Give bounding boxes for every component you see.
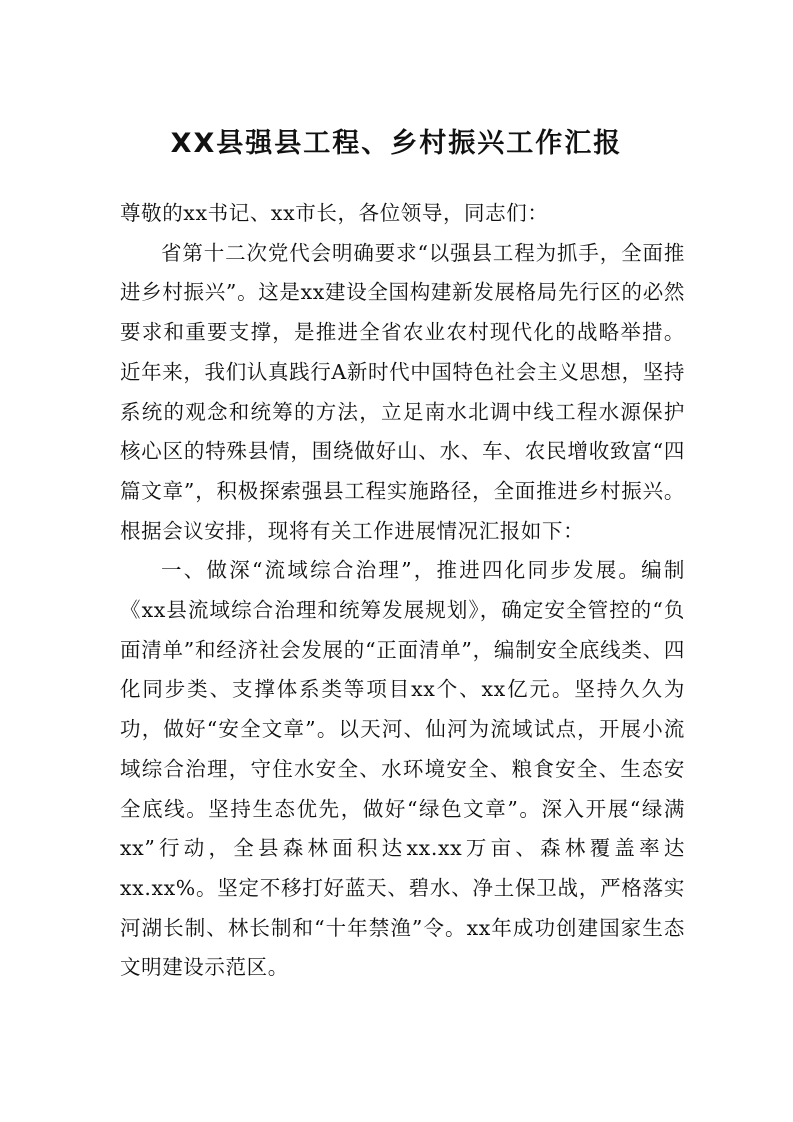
document-title: XX县强县工程、乡村振兴工作汇报 [170, 128, 623, 159]
salutation: 尊敬的xx书记、xx市长，各位领导，同志们： [120, 201, 549, 225]
paragraph-section-one: 一、做深“流域综合治理”，推进四化同步发展。编制《xx县流域综合治理和统筹发展规划》，确定安全管控的“负面清单”和经济社会发展的“正面清单”，编制安全底线类、四化同步类、支撑体系类等项目xx个、xx亿元。坚持久久为功，做好“安全文章”。以天河、仙河为流域试点，开展小流域综合治理，守住水安全、水环境安全、粮食安全、生态安全底线。坚持生态优先，做好“绿色文章”。深入开展“绿满xx”行动，全县森林面积达xx.xx万亩、森林覆盖率达xx.xx%。坚定不移打好蓝天、碧水、净土保卫战，严格落实河湖长制、林长制和“十年禁渔”令。xx年成功创建国家生态文明建设示范区。 [120, 558, 685, 980]
paragraph-intro: 省第十二次党代会明确要求“以强县工程为抓手，全面推进乡村振兴”。这是xx建设全国构建新发展格局先行区的必然要求和重要支撑，是推进全省农业农村现代化的战略举措。近年来，我们认真践行A新时代中国特色社会主义思想，坚持系统的观念和统筹的方法，立足南水北调中线工程水源保护核心区的特殊县情，围绕做好山、水、车、农民增收致富“四篇文章”，积极探索强县工程实施路径，全面推进乡村振兴。根据会议安排，现将有关工作进展情况汇报如下： [120, 240, 685, 543]
document-body [120, 194, 685, 988]
